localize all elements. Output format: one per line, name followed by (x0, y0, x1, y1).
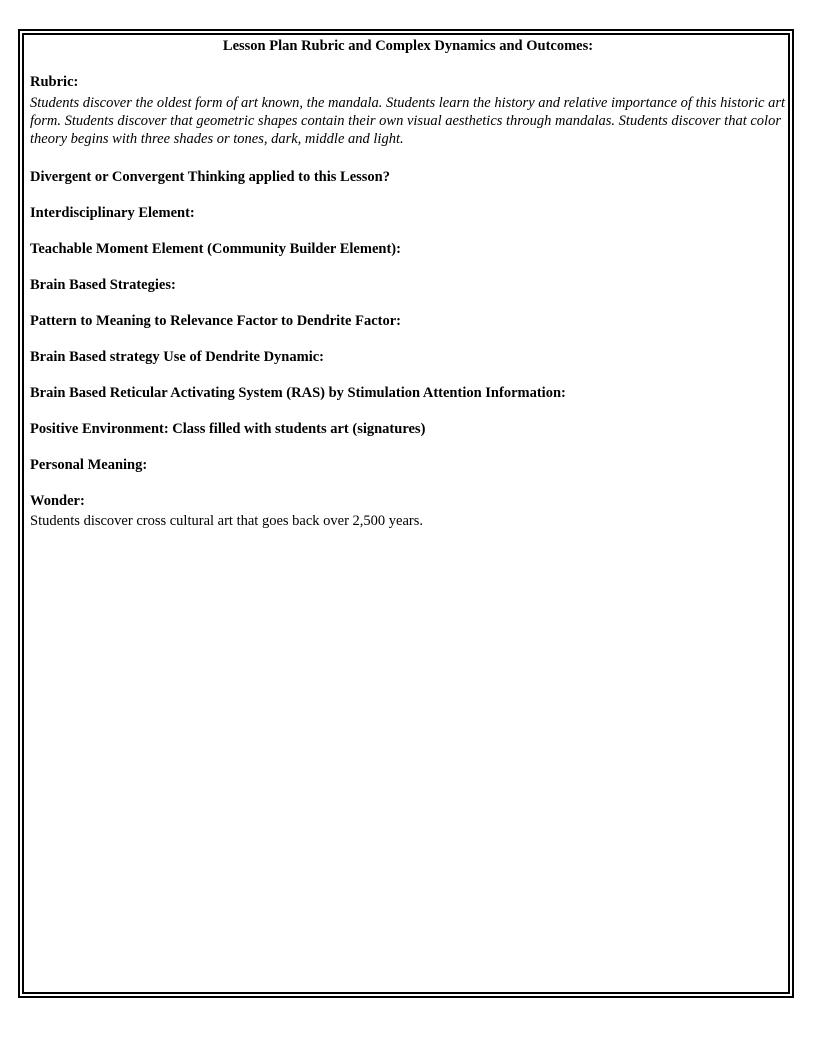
section-divergent-thinking: Divergent or Convergent Thinking applied to this Lesson? (30, 169, 390, 185)
rubric-heading: Rubric: (30, 74, 79, 90)
rubric-text: Students discover the oldest form of art known, the mandala. Students learn the history and relative importance of this historic art form. Students discover that geometric shapes contain their own visual aesthetics through mandalas. Students discover that color theory begins with three shades or tones, dark, middle and light. (30, 95, 786, 147)
section-dendrite-dynamic: Brain Based strategy Use of Dendrite Dynamic: (30, 349, 324, 365)
wonder-heading: Wonder: (30, 493, 85, 509)
document-title: Lesson Plan Rubric and Complex Dynamics and Outcomes: (222, 38, 594, 54)
section-positive-environment: Positive Environment: Class filled with students art (signatures) (30, 421, 426, 437)
section-ras: Brain Based Reticular Activating System (RAS) by Stimulation Attention Information: (30, 385, 566, 401)
section-interdisciplinary: Interdisciplinary Element: (30, 205, 195, 221)
document-content (30, 37, 786, 530)
wonder-text: Students discover cross cultural art that goes back over 2,500 years. (30, 513, 424, 529)
section-personal-meaning: Personal Meaning: (30, 457, 148, 473)
section-brain-based-strategies: Brain Based Strategies: (30, 277, 176, 293)
section-pattern-to-meaning: Pattern to Meaning to Relevance Factor to Dendrite Factor: (30, 313, 401, 329)
section-teachable-moment: Teachable Moment Element (Community Builder Element): (30, 241, 401, 257)
